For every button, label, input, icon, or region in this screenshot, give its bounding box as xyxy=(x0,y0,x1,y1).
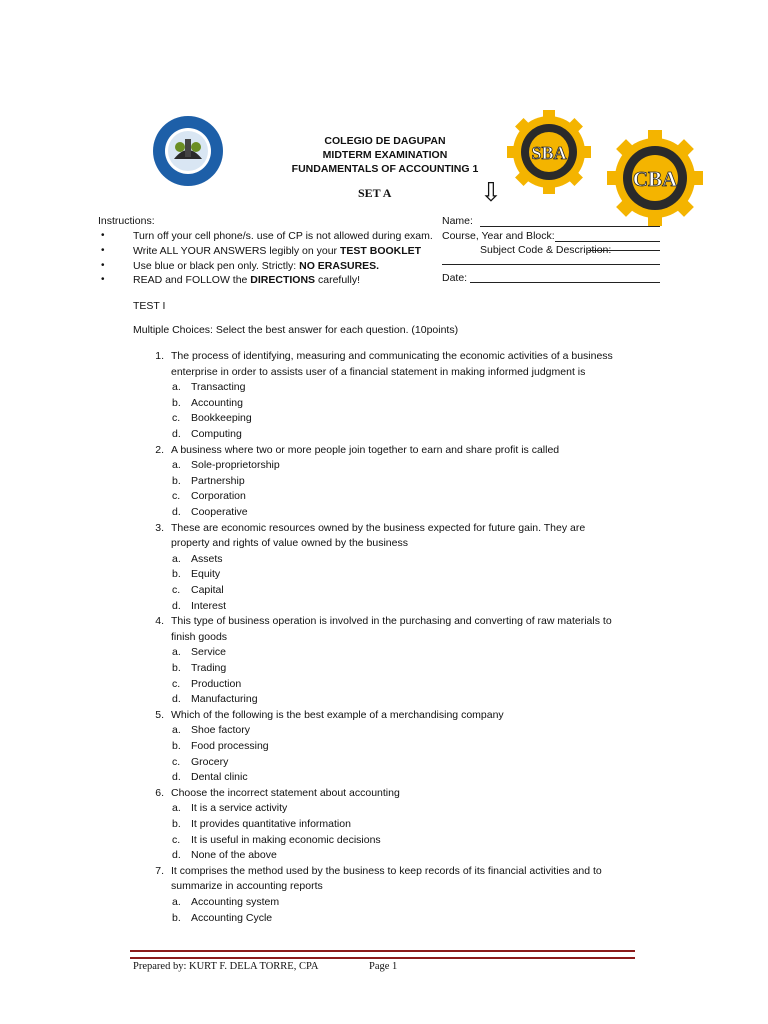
instruction-text: READ and FOLLOW the xyxy=(133,274,251,286)
course-field-line xyxy=(555,241,660,242)
option-letter: a. xyxy=(172,552,181,565)
instruction-bold-text: DIRECTIONS xyxy=(250,274,316,286)
option-letter: c. xyxy=(172,677,181,690)
option-letter: a. xyxy=(172,802,181,815)
option-letter: d. xyxy=(172,506,181,518)
instruction-item xyxy=(133,229,433,245)
college-logo xyxy=(152,115,224,187)
prepared-by: Prepared by: KURT F. DELA TORRE, CPA xyxy=(133,961,319,972)
option-text: Sole-proprietorship xyxy=(191,459,280,472)
option-text: Interest xyxy=(191,599,227,612)
instruction-bold-text: NO ERASURES. xyxy=(299,260,380,272)
question-text: The process of identifying, measuring and communicating the economic activities of a business xyxy=(171,350,613,362)
question-number: 1. xyxy=(155,350,164,362)
sba-logo xyxy=(505,108,593,196)
set-label: SET A xyxy=(358,186,392,200)
question-text: This type of business operation is involved in the purchasing and converting of raw materials to xyxy=(171,615,612,628)
option-letter: a. xyxy=(172,381,181,394)
option-text: It is a service activity xyxy=(191,802,288,815)
option-text: Production xyxy=(191,677,242,690)
bullet-icon: • xyxy=(101,245,105,256)
name-field-line xyxy=(480,226,660,227)
option-letter: d. xyxy=(172,693,181,706)
sba-logo-text: SBA xyxy=(531,143,567,163)
instruction-item xyxy=(133,244,421,260)
option-text: Service xyxy=(191,646,227,659)
option-text: Computing xyxy=(191,428,242,440)
instruction-text-end: carefully! xyxy=(315,274,360,286)
option-letter: b. xyxy=(172,474,181,487)
option-letter: b. xyxy=(172,396,181,409)
option-letter: b. xyxy=(172,568,181,581)
cba-logo xyxy=(605,128,705,228)
question-text: enterprise in order to assists user of a financial statement in making informed judgment is xyxy=(171,365,586,378)
option-text: Equity xyxy=(191,568,221,581)
option-letter: a. xyxy=(172,724,181,737)
subject-code-label: Subject Code & Description: xyxy=(480,244,612,256)
question-number: 7. xyxy=(155,864,164,877)
option-text: Transacting xyxy=(191,381,246,394)
option-letter: c. xyxy=(172,490,181,503)
option-letter: b. xyxy=(172,662,181,674)
option-text: Assets xyxy=(191,552,223,565)
page-number: Page 1 xyxy=(369,961,398,972)
instruction-item xyxy=(133,273,360,289)
subject-code-field-line xyxy=(588,250,660,251)
bullet-icon: • xyxy=(101,260,105,271)
test-title: TEST I xyxy=(133,300,166,312)
option-letter: c. xyxy=(172,412,181,425)
option-letter: a. xyxy=(172,896,181,908)
instruction-text: Turn off your cell phone/s. use of CP is not allowed during exam. xyxy=(133,230,433,242)
option-text: None of the above xyxy=(191,849,277,862)
school-name: COLEGIO DE DAGUPAN xyxy=(324,135,446,147)
option-text: Grocery xyxy=(191,755,229,768)
question-number: 3. xyxy=(155,521,164,534)
question-text: These are economic resources owned by the business expected for future gain. They are xyxy=(171,521,586,534)
instructions-title: Instructions: xyxy=(98,215,155,227)
instruction-text: Write ALL YOUR ANSWERS legibly on your xyxy=(133,245,340,257)
question-text: Which of the following is the best example of a merchandising company xyxy=(171,708,504,721)
option-text: Partnership xyxy=(191,474,245,487)
option-text: Food processing xyxy=(191,740,269,752)
option-text: Shoe factory xyxy=(191,724,250,737)
option-letter: a. xyxy=(172,459,181,472)
test-directions: Multiple Choices: Select the best answer for each question. (10points) xyxy=(133,324,459,336)
question-number: 6. xyxy=(155,786,164,799)
option-text: It is useful in making economic decisions xyxy=(191,833,381,846)
option-text: Corporation xyxy=(191,490,246,503)
option-letter: a. xyxy=(172,646,181,659)
option-letter: c. xyxy=(172,755,181,768)
option-letter: c. xyxy=(172,833,181,846)
option-text: Dental clinic xyxy=(191,771,248,784)
footer-rule xyxy=(130,950,635,959)
option-letter: d. xyxy=(172,599,181,612)
bullet-icon: • xyxy=(101,230,105,241)
option-letter: c. xyxy=(172,584,181,596)
subject-code-field-line-2 xyxy=(442,264,660,265)
option-text: Accounting Cycle xyxy=(191,911,273,924)
instruction-bold-text: TEST BOOKLET xyxy=(339,245,422,257)
name-label: Name: xyxy=(442,215,473,227)
question-number: 4. xyxy=(155,615,164,628)
option-letter: b. xyxy=(172,818,181,830)
question-number: 2. xyxy=(155,443,164,456)
question-text: property and rights of value owned by the business xyxy=(171,537,408,550)
subject-title: FUNDAMENTALS OF ACCOUNTING 1 xyxy=(291,163,479,175)
option-text: Capital xyxy=(191,584,224,596)
exam-title: MIDTERM EXAMINATION xyxy=(322,149,448,161)
question-text: finish goods xyxy=(171,630,228,643)
date-label: Date: xyxy=(442,272,468,284)
question-number: 5. xyxy=(155,708,164,721)
option-text: Bookkeeping xyxy=(191,412,252,425)
option-text: It provides quantitative information xyxy=(191,818,351,830)
question-text: summarize in accounting reports xyxy=(171,880,323,893)
cba-logo-text: CBA xyxy=(632,167,678,191)
option-letter: d. xyxy=(172,428,181,440)
instruction-text: Use blue or black pen only. Strictly: xyxy=(133,260,300,272)
bullet-icon: • xyxy=(101,274,105,285)
option-letter: d. xyxy=(172,771,181,784)
option-letter: b. xyxy=(172,740,181,752)
date-field-line xyxy=(470,282,660,283)
option-text: Manufacturing xyxy=(191,693,258,706)
option-letter: d. xyxy=(172,849,181,862)
question-text: Choose the incorrect statement about accounting xyxy=(171,786,400,799)
option-text: Trading xyxy=(191,662,227,674)
question-text: A business where two or more people join together to earn and share profit is called xyxy=(171,443,560,456)
question-text: It comprises the method used by the business to keep records of its financial activities and to xyxy=(171,864,602,877)
option-text: Cooperative xyxy=(191,506,248,518)
option-text: Accounting xyxy=(191,396,243,409)
option-text: Accounting system xyxy=(191,896,280,908)
course-label: Course, Year and Block: xyxy=(442,230,555,242)
down-arrow-icon: ⇩ xyxy=(480,178,502,208)
option-letter: b. xyxy=(172,911,181,924)
